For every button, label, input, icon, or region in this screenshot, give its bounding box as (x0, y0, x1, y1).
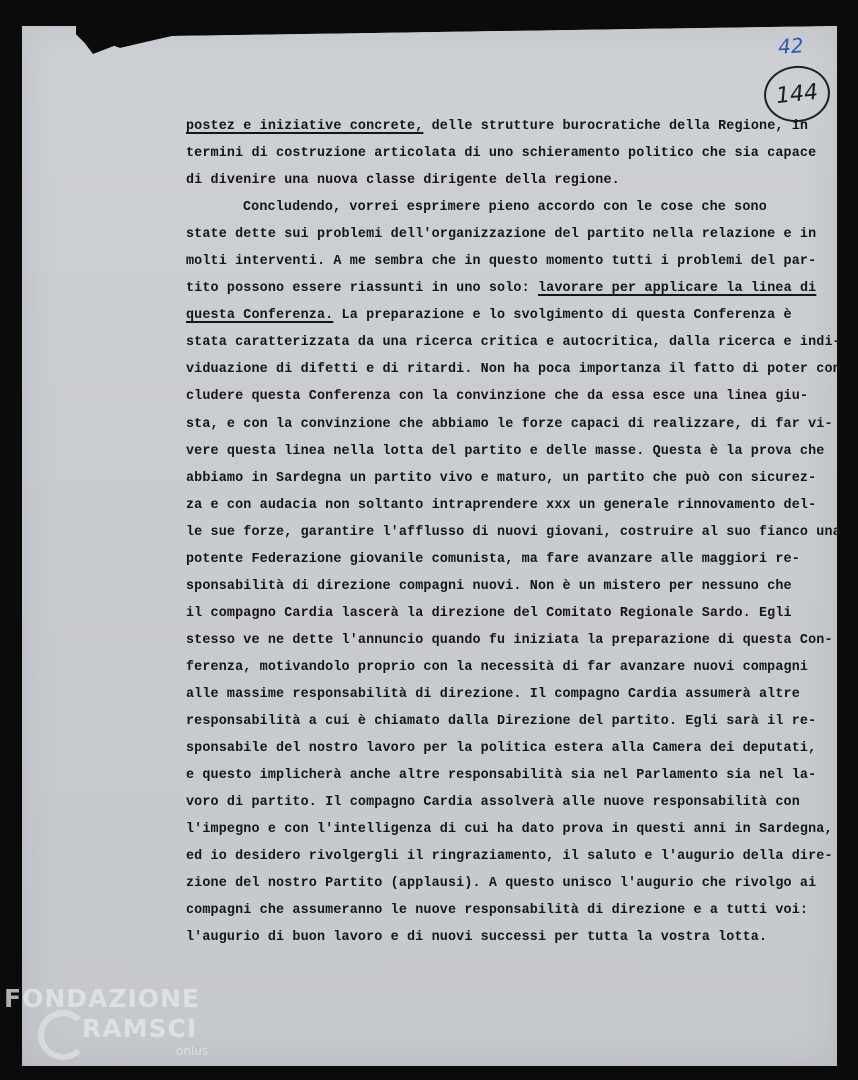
text-line (186, 816, 833, 843)
text-segment: viduazione di difetti e di ritardi. Non ha poca importanza il fatto di poter con- (186, 362, 850, 378)
text-line (186, 546, 816, 573)
underlined-text: lavorare per applicare la linea di (538, 281, 817, 297)
text-line (186, 167, 816, 194)
text-segment: il compagno Cardia lascerà la direzione del Comitato Regionale Sardo. Egli (186, 605, 792, 621)
circled-page-number-text: 144 (774, 79, 820, 109)
text-segment: state dette sui problemi dell'organizzazione del partito nella relazione e in (186, 227, 817, 243)
watermark-g-logo-icon (38, 1010, 88, 1060)
text-line (186, 789, 816, 816)
text-segment: sta, e con la convinzione che abbiamo le forze capaci di realizzare, di far vi- (186, 416, 833, 432)
text-line (186, 302, 816, 329)
text-segment: compagni che assumeranno le nuove responsabilità di direzione e a tutti voi: (186, 903, 809, 919)
text-line (186, 735, 816, 762)
text-line (186, 221, 816, 248)
text-segment: sponsabilità di direzione compagni nuovi. Non è un mistero per nessuno che (186, 578, 792, 594)
text-line (186, 194, 816, 221)
text-line (186, 140, 816, 167)
text-segment: za e con audacia non soltanto intraprendere xxx un generale rinnovamento del- (186, 497, 817, 513)
text-line (186, 275, 816, 302)
text-line (186, 897, 816, 924)
text-line (186, 383, 816, 410)
text-line (186, 870, 816, 897)
text-line (186, 600, 816, 627)
text-line (186, 356, 850, 383)
text-segment: l'impegno e con l'intelligenza di cui ha dato prova in questi anni in Sardegna, (186, 822, 833, 838)
underlined-text: questa Conferenza. (186, 308, 334, 324)
text-segment: cludere questa Conferenza con la convinzione che da essa esce una linea giu- (186, 389, 809, 405)
text-segment: tito possono essere riassunti in uno solo: (186, 281, 538, 297)
text-segment: termini di costruzione articolata di uno schieramento politico che sia capace (186, 146, 817, 162)
text-line (186, 329, 841, 356)
text-line (186, 411, 833, 438)
text-line (186, 438, 825, 465)
text-segment: di divenire una nuova classe dirigente della regione. (186, 173, 620, 189)
text-segment: Concludendo, vorrei esprimere pieno accordo con le cose che sono (243, 200, 767, 216)
text-segment: stata caratterizzata da una ricerca critica e autocritica, dalla ricerca e indi- (186, 335, 841, 351)
text-segment: sponsabile del nostro lavoro per la politica estera alla Camera dei deputati, (186, 741, 817, 757)
text-line (186, 681, 816, 708)
text-line (186, 113, 816, 140)
watermark-line-1: FONDAZIONE (4, 984, 201, 1013)
text-segment: La preparazione e lo svolgimento di questa Conferenza è (333, 308, 792, 324)
text-line (186, 762, 816, 789)
text-line (186, 519, 841, 546)
underlined-text: postez e iniziative concrete, (186, 119, 424, 134)
watermark-line-3: onlus (176, 1044, 209, 1058)
text-segment: l'augurio di buon lavoro e di nuovi successi per tutta la vostra lotta. (186, 930, 768, 946)
watermark-line-2: RAMSCI (82, 1014, 198, 1043)
typed-text-body (186, 113, 850, 951)
text-line (186, 492, 816, 519)
handwritten-page-number: 42 (777, 33, 805, 59)
text-segment: ed io desidero rivolgergli il ringraziamento, il saluto e l'augurio della dire- (186, 849, 833, 865)
text-segment: responsabilità a cui è chiamato dalla Direzione del partito. Egli sarà il re- (186, 714, 817, 730)
text-line (186, 924, 816, 951)
text-line (186, 843, 833, 870)
text-segment: alle massime responsabilità di direzione. Il compagno Cardia assumerà altre (186, 686, 800, 702)
text-segment: le sue forze, garantire l'afflusso di nuovi giovani, costruire al suo fianco una (186, 524, 841, 540)
text-segment: voro di partito. Il compagno Cardia assolverà alle nuove responsabilità con (186, 795, 800, 811)
text-segment: delle strutture burocratiche della Regione, in (423, 119, 809, 134)
text-segment: ferenza, motivandolo proprio con la necessità di far avanzare nuovi compagni (186, 659, 809, 675)
text-segment: zione del nostro Partito (applausi). A questo unisco l'augurio che rivolgo ai (186, 876, 817, 892)
text-line (186, 627, 833, 654)
text-segment: stesso ve ne dette l'annuncio quando fu iniziata la preparazione di questa Con- (186, 632, 833, 648)
text-line (186, 708, 816, 735)
fondazione-gramsci-watermark (4, 984, 224, 1074)
text-segment: vere questa linea nella lotta del partito e delle masse. Questa è la prova che (186, 443, 825, 459)
text-line (186, 654, 816, 681)
text-line (186, 465, 816, 492)
text-line (186, 248, 816, 275)
text-segment: e questo implicherà anche altre responsabilità sia nel Parlamento sia nel la- (186, 768, 817, 784)
text-segment: molti interventi. A me sembra che in questo momento tutti i problemi del par- (186, 254, 817, 270)
text-segment: potente Federazione giovanile comunista, ma fare avanzare alle maggiori re- (186, 551, 800, 567)
text-line (186, 573, 816, 600)
text-segment: abbiamo in Sardegna un partito vivo e maturo, un partito che può con sicurez- (186, 470, 817, 486)
